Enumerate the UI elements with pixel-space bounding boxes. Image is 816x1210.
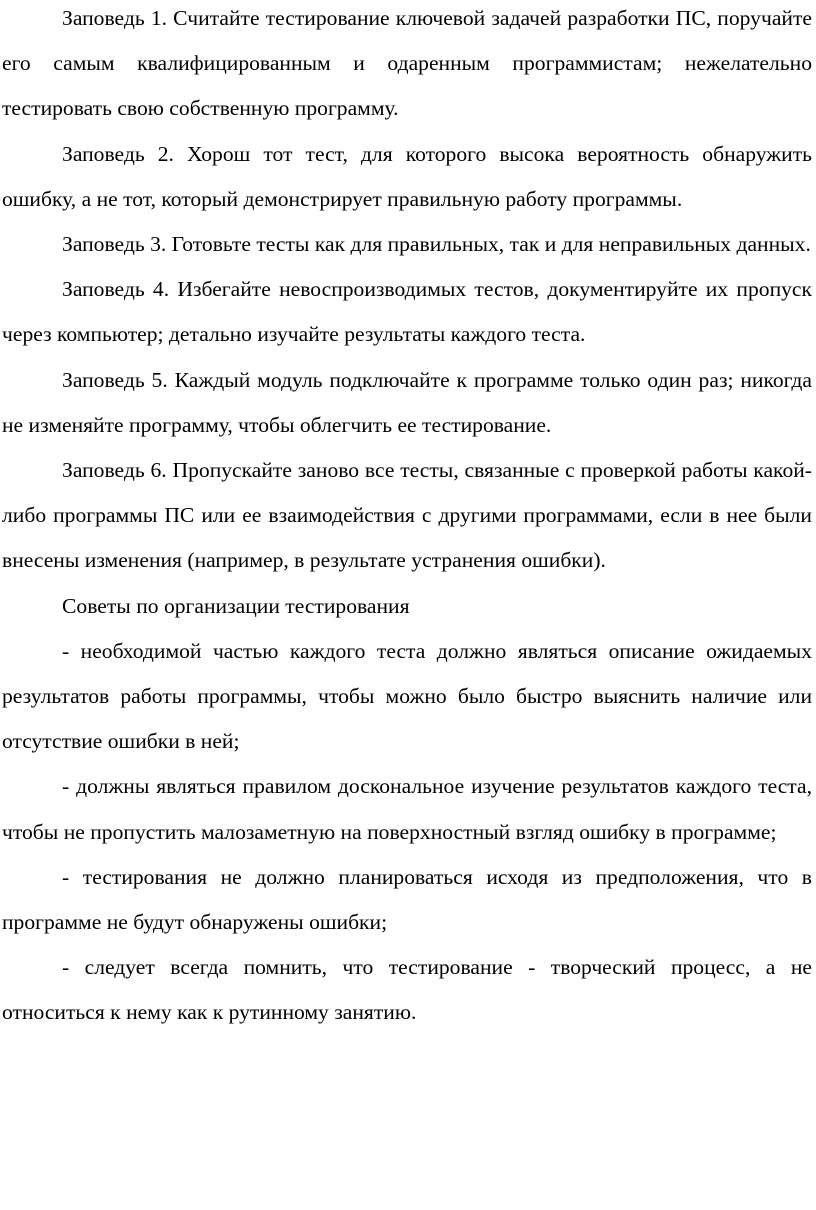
commandment-4-paragraph: Заповедь 4. Избегайте невоспроизводимых тестов, документируйте их пропуск через компьютер; детально изучайте результаты каждого теста.	[2, 277, 812, 347]
tip-1-paragraph: - необходимой частью каждого теста должно являться описание ожидаемых результатов работы программы, чтобы можно было быстро выяснить наличие или отсутствие ошибки в ней;	[2, 638, 812, 754]
tip-2-paragraph: - должны являться правилом доскональное изучение результатов каждого теста, чтобы не пропустить малозаметную на поверхностный взгляд ошибку в программе;	[2, 774, 812, 844]
commandment-5-paragraph: Заповедь 5. Каждый модуль подключайте к программе только один раз; никогда не изменяйте программу, чтобы облегчить ее тестирование.	[2, 367, 812, 437]
tip-3-paragraph: - тестирования не должно планироваться исходя из предположения, что в программе не будут обнаружены ошибки;	[2, 864, 812, 935]
tip-4-paragraph: - следует всегда помнить, что тестирование - творческий процесс, а не относиться к нему как к рутинному занятию.	[2, 955, 812, 1025]
commandment-1-paragraph: Заповедь 1. Считайте тестирование ключевой задачей разработки ПС, поручайте его самым квалифицированным и одаренным программистам; нежелательно тестировать свою собственную программу.	[2, 6, 812, 121]
tips-heading: Советы по организации тестирования	[62, 593, 410, 618]
commandment-3-paragraph: Заповедь 3. Готовьте тесты как для правильных, так и для неправильных данных.	[62, 232, 811, 257]
commandment-2-paragraph: Заповедь 2. Хорош тот тест, для которого высока вероятность обнаружить ошибку, а не тот, который демонстрирует правильную работу программы.	[2, 141, 812, 211]
commandment-6-paragraph: Заповедь 6. Пропускайте заново все тесты, связанные с проверкой работы какой-либо программы ПС или ее взаимодействия с другими программами, если в нее были внесены изменения (например, в результате устранения ошибки).	[2, 458, 812, 573]
